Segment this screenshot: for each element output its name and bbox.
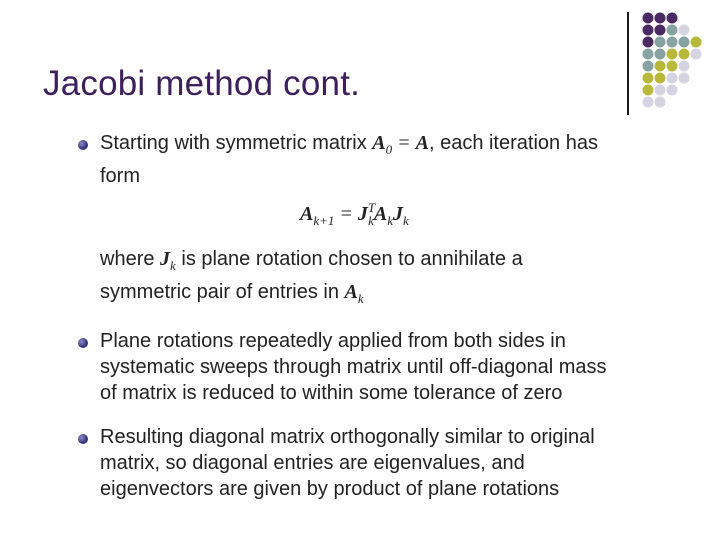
dot: [667, 25, 678, 36]
dot: [655, 61, 666, 72]
dot: [667, 13, 678, 24]
bullet-3-line-2: matrix, so diagonal entries are eigenvalues, and: [100, 452, 525, 474]
dot: [667, 49, 678, 60]
bullet-3-line-3: eigenvectors are given by product of plane rotations: [100, 478, 560, 500]
iteration-equation: $A_{k+1} = J^T_kA_kJ_k$: [300, 200, 409, 228]
bullet-1-line-1: Starting with symmetric matrix $A_0 = A$, each iteration has: [100, 132, 598, 157]
bullet-2-line-1: Plane rotations repeatedly applied from both sides in: [100, 330, 566, 352]
dot: [643, 73, 654, 84]
bullet-icon: [78, 434, 88, 444]
bullet-2-line-3: of matrix is reduced to within some tolerance of zero: [100, 382, 563, 404]
dot: [655, 73, 666, 84]
dot: [667, 85, 678, 96]
slide-title: Jacobi method cont.: [43, 64, 361, 103]
dot: [691, 37, 702, 48]
dot: [679, 73, 690, 84]
bullet-3-line-1: Resulting diagonal matrix orthogonally similar to original: [100, 426, 595, 448]
bullet-1-line-2: form: [100, 165, 140, 187]
divider-line: [627, 12, 629, 115]
dot: [691, 49, 702, 60]
dot: [667, 37, 678, 48]
math-a0-equals-a: $A_0 = A$: [372, 132, 429, 157]
dot: [643, 49, 654, 60]
dot: [667, 61, 678, 72]
dot: [679, 25, 690, 36]
bullet-icon: [78, 338, 88, 348]
decorative-dot-grid: [640, 10, 720, 120]
bullet-item-1: [100, 130, 660, 312]
bullet-item-2: [100, 328, 660, 406]
bullet-1-line-4: symmetric pair of entries in $A_k$: [100, 281, 364, 306]
dot: [643, 25, 654, 36]
bullet-item-3: [100, 424, 660, 502]
bullet-2-line-2: systematic sweeps through matrix until off-diagonal mass: [100, 356, 607, 378]
bullet-1-line-3: where $J_k$ is plane rotation chosen to annihilate a: [100, 248, 523, 273]
dot: [655, 25, 666, 36]
dot: [643, 61, 654, 72]
dot: [655, 97, 666, 108]
dot: [667, 73, 678, 84]
dot: [655, 49, 666, 60]
bullet-icon: [78, 140, 88, 150]
slide-body: [100, 130, 660, 502]
dot: [679, 37, 690, 48]
dot: [643, 37, 654, 48]
dot: [655, 85, 666, 96]
dot: [643, 85, 654, 96]
dot: [679, 49, 690, 60]
dot: [643, 97, 654, 108]
dot: [643, 13, 654, 24]
dot: [679, 61, 690, 72]
dot: [655, 37, 666, 48]
dot: [655, 13, 666, 24]
